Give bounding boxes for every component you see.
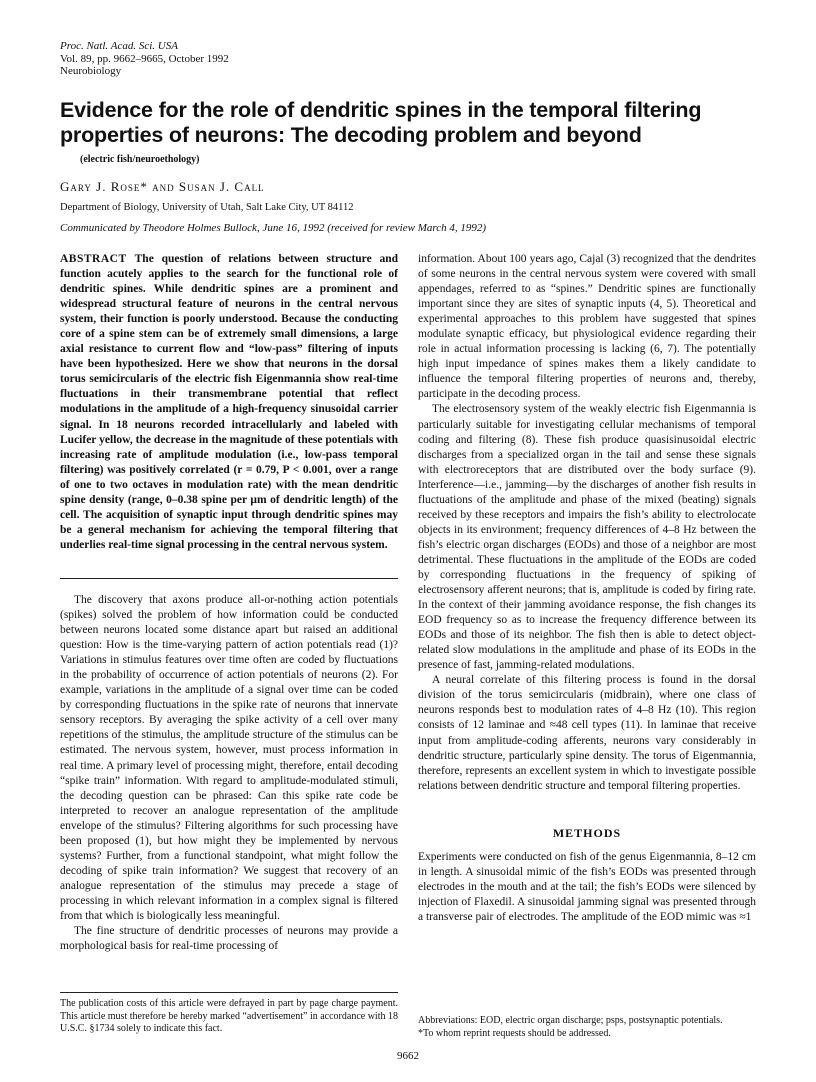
body-paragraph: A neural correlate of this filtering process is found in the dorsal division of the torus semicircularis (midbrain), where one class of neurons responds best to modulation rates of 4–8 Hz (10). This region consists of 12 laminae and ≈48 cell types (11). In laminae that receive input from amplitude-coding afferents, neurons vary considerably in dendritic structure, particularly spine density. The torus of Eigenmannia, therefore, represents an excellent system in which to investigate possible relations between dendritic structure and temporal filtering properties.	[418, 674, 756, 792]
footnote-divider	[60, 992, 398, 993]
abbreviations-footnote: Abbreviations: EOD, electric organ discharge; psps, postsynaptic potentials. *To whom reprint requests should be addressed.	[418, 1015, 723, 1039]
methods-text: Experiments were conducted on fish of the genus Eigenmannia, 8–12 cm in length. A sinusoidal mimic of the fish’s EODs was presented through electrodes in the mouth and at the tail; the fish’s EODs were silenced by injection of Flaxedil. A sinusoidal jamming signal was presented through a transverse pair of electrodes. The amplitude of the EOD mimic was ≈1	[418, 851, 756, 924]
authors: Gary J. Rose* and Susan J. Call	[60, 179, 265, 194]
abstract-text: The question of relations between structure and function acutely applies to the search for the functional role of dendritic spines. While dendritic spines are a prominent and widespread structural feature of neurons in the central nervous system, their function is poorly understood. Because the conducting core of a spine stem can be of extremely small dimensions, a large axial resistance to current flow and “low-pass” filtering of inputs have been hypothesized. Here we show that neurons in the dorsal torus semicircularis of the electric fish Eigenmannia show real-time fluctuations in their transmembrane potential that reflect modulations in the amplitude of a high-frequency sinusoidal carrier signal. In 18 neurons recorded intracellularly and labeled with Lucifer yellow, the decrease in the magnitude of these potentials with increasing rate of amplitude modulation (i.e., low-pass temporal filtering) was positively correlated (r = 0.79, P < 0.001, over a range of one to two octaves in modulation rate) with the mean dendritic spine density (range, 0–0.38 spine per μm of dendritic length) of the cell. The acquisition of synaptic input through dendritic spines may be a general mechanism for achieving the temporal filtering that underlies real-time signal processing in the central nervous system.	[60, 253, 398, 551]
publication-cost-footnote: The publication costs of this article were defrayed in part by page charge payment. This article must therefore be hereby marked “advertisement” in accordance with 18 U.S.C. §1734 solely to indicate this fact.	[60, 998, 398, 1034]
body-paragraph: The electrosensory system of the weakly electric fish Eigenmannia is particularly suitable for investigating cellular mechanisms of temporal coding and filtering (8). These fish produce quasisinusoidal electric discharges from a specialized organ in the tail and sense these signals with electroreceptors that are distributed over the body surface (9). Interference—i.e., jamming—by the discharges of another fish results in fluctuations of the amplitude and phase of the mixed (beating) signals received by these receptors and impairs the fish’s ability to electrolocate objects in its environment; frequency differences of 4–8 Hz between the fish’s electric organ discharges (EODs) and those of a neighbor are most detrimental. These fluctuations in the amplitude of the EODs are coded by corresponding fluctuations in the frequency of spiking of electrosensory afferent neurons; that is, amplitude is coded by firing rate. In the context of their jamming avoidance response, the fish changes its EOD frequency so as to increase the frequency difference between its EODs and those of its neighbor. The fish then is able to detect object-related slow modulations in the amplitude and phase of its EODs in the presence of fast, jamming-related modulations.	[418, 403, 756, 672]
journal-name: Proc. Natl. Acad. Sci. USA	[60, 40, 178, 52]
keywords: (electric fish/neuroethology)	[80, 154, 200, 165]
page-number: 9662	[397, 1050, 419, 1062]
body-paragraph: information. About 100 years ago, Cajal (3) recognized that the dendrites of some neurons in the central nervous system were covered with small appendages, referred to as “spines.” Dendritic spines are functionally important since they are sites of synaptic inputs (4, 5). Theoretical and experimental approaches to this problem have suggested that spines modulate synaptic efficacy, but physiological evidence regarding their role in actual information processing is lacking (6, 7). The potentially high input impedance of spines makes them a likely candidate to influence the temporal filtering properties of neurons and, thereby, participate in the decoding process.	[418, 253, 756, 401]
journal-volume-pages: Vol. 89, pp. 9662–9665, October 1992	[60, 52, 229, 65]
body-paragraph: The discovery that axons produce all-or-nothing action potentials (spikes) solved the problem of how information could be conducted between neurons located some distance apart but raised an additional question: How is the time-varying pattern of action potentials read (1)? Variations in stimulus features over time often are coded by fluctuations in the probability of occurrence of action potentials of neurons (2). For example, variations in the amplitude of a signal over time can be coded by corresponding fluctuations in the spike rate of neurons that innervate sensory receptors. By averaging the spike activity of a cell over many repetitions of the stimulus, the amplitude structure of the stimulus can be estimated. The nervous system, however, must process information in real time. A primary level of processing might, therefore, entail decoding “spike train” information. With regard to amplitude-modulated stimuli, the decoding question can be phrased: Can this spike rate code be interpreted to recover an analogue representation of the amplitude envelope of the stimulus? Filtering algorithms for such processing have been proposed (1), but how might they be implemented by nervous systems? Further, from a functional standpoint, what might follow the decoding of spike train information? We suggest that recovery of an analogue representation of the stimulus may precede a stage of processing in which relevant information in a complex signal is filtered from that which is biologically less meaningful.	[60, 594, 398, 922]
communicated-by: Communicated by Theodore Holmes Bullock, June 16, 1992 (received for review March 4, 1992)	[60, 222, 487, 234]
abstract-label: ABSTRACT	[60, 253, 127, 265]
journal-section: Neurobiology	[60, 65, 122, 77]
abstract-divider	[60, 578, 398, 579]
right-body	[418, 252, 756, 794]
abstract	[60, 252, 398, 553]
left-body	[60, 593, 398, 954]
methods-heading: METHODS	[552, 826, 622, 840]
affiliation: Department of Biology, University of Utah, Salt Lake City, UT 84112	[60, 202, 354, 213]
body-paragraph: The fine structure of dendritic processes of neurons may provide a morphological basis for real-time processing of	[60, 925, 398, 953]
methods-section	[418, 850, 756, 925]
journal-header	[60, 40, 229, 78]
paper-title: Evidence for the role of dendritic spines in the temporal filtering properties of neurons: The decoding problem and beyond	[60, 98, 702, 147]
